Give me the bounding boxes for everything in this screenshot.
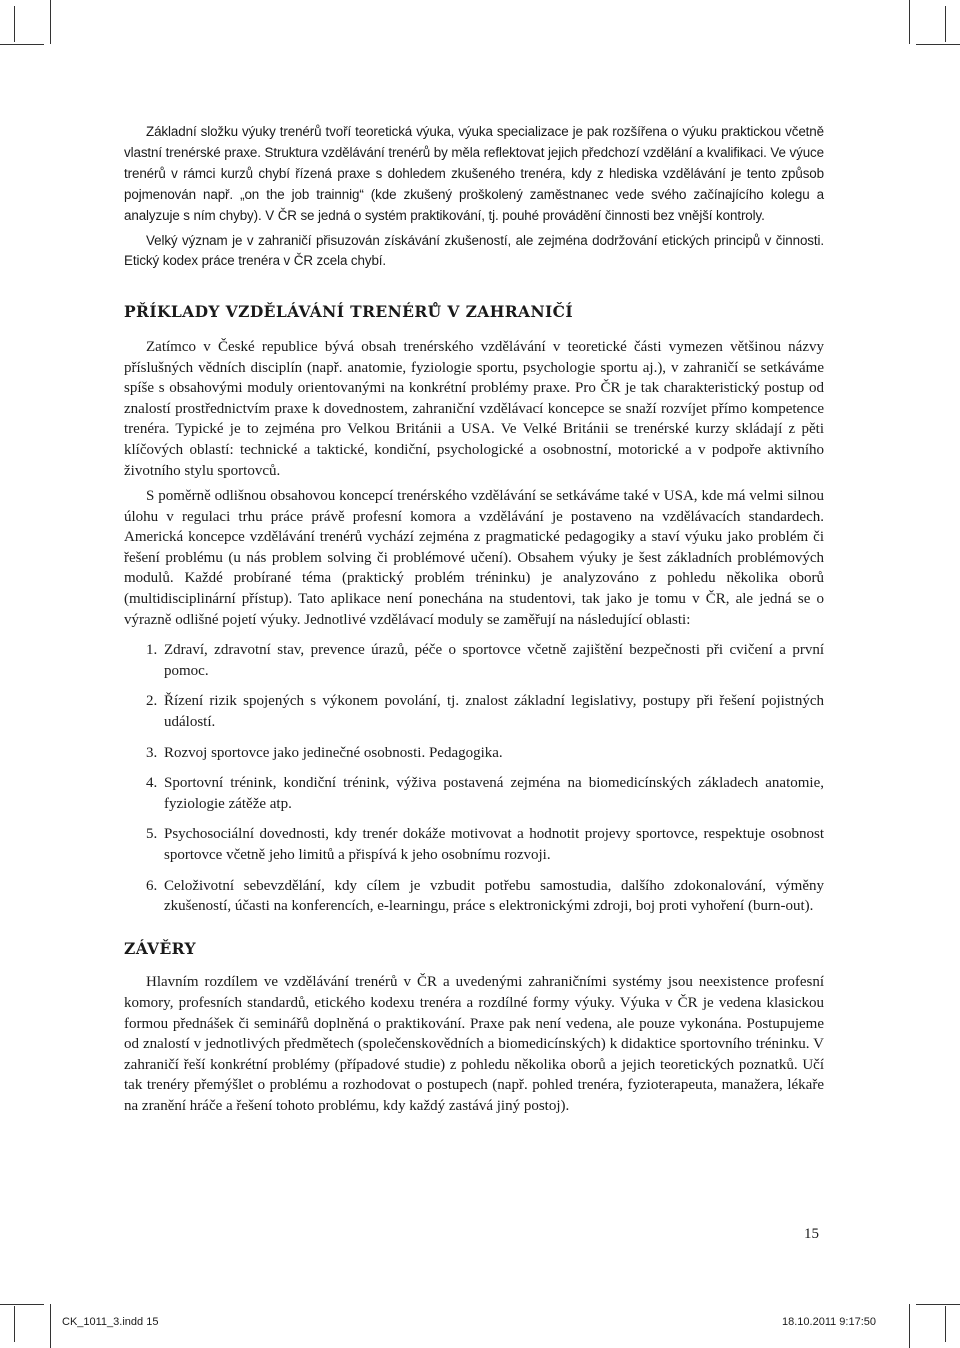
crop-mark (916, 44, 960, 45)
crop-mark (50, 0, 51, 44)
crop-mark (14, 6, 15, 42)
section-heading-conclusions: ZÁVĚRY (124, 938, 196, 958)
intro-paragraph-2: Velký význam je v zahraničí přisuzován získávání zkušeností, ale zejména dodržování etických principů v činnosti. Etický kodex práce trenéra v ČR zcela chybí. (124, 232, 824, 269)
crop-mark (909, 0, 910, 44)
crop-mark (0, 44, 44, 45)
list-item: 6. Celoživotní sebevzdělání, kdy cílem je vzbudit potřebu samostudia, dalšího zdokonalování, výměny zkušeností, účasti na konferencích, e-learningu, práce s elektronickými zdroji, boj proti vyhoření (burn-out). (146, 877, 824, 915)
crop-mark (945, 1306, 946, 1342)
main-text (124, 122, 824, 1117)
crop-mark (945, 6, 946, 42)
footer-datetime: 18.10.2011 9:17:50 (782, 1316, 876, 1328)
footer-file: CK_1011_3.indd 15 (62, 1316, 159, 1328)
abroad-paragraph-1: Zatímco v České republice bývá obsah trenérského vzdělávání v teoretické části vymezen většinou názvy příslušných vědních disciplín (např. anatomie, fyziologie sportu, psychologie sportu aj.), v zahraničí se setkáváme spíše s obsahovými moduly orientovanými na konkrétní problémy praxe. Pro ČR je tak charakteristický postup od znalostí prostřednictvím praxe k dovednostem, zahraniční vzdělávací koncepce se snaží rozvíjet přímo kompetence trenéra. Typické je to zejména pro Velkou Británii a USA. Ve Velké Británii se trenérské kurzy skládají z pěti klíčových oblastí: technické a taktické, kondiční, psychologické a osobnostní, motorické a v podpoře aktivního životního stylu sportovců. (124, 338, 824, 479)
crop-mark (14, 1306, 15, 1342)
crop-mark (0, 1304, 44, 1305)
list-item: 5. Psychosociální dovednosti, kdy trenér dokáže motivovat a hodnotit projevy sportovce, respektuje osobnost sportovce včetně jeho limitů a přispívá k jeho osobnímu rozvoji. (146, 826, 824, 863)
page-number: 15 (804, 1226, 819, 1242)
list-item: 2. Řízení rizik spojených s výkonem povolání, tj. znalost základní legislativy, postupy při řešení pojistných událostí. (146, 693, 824, 731)
section-heading-abroad: PŘÍKLADY VZDĚLÁVÁNÍ TRENÉRŮ V ZAHRANIČÍ (124, 302, 574, 322)
crop-mark (50, 1304, 51, 1348)
abroad-paragraph-2: S poměrně odlišnou obsahovou koncepcí trenérského vzdělávání se setkáváme také v USA, kde má velmi silnou úlohu v regulaci trhu práce právě profesní komora a vzdělávání je postaveno na vzdělávacích standardech. Americká koncepce vzdělávání trenérů vychází zejména z pragmatické pedagogiky a staví výuku jako problém či řešení problému (u nás problem solving či problémové učení). Obsahem výuky je šest základních problémových modulů. Každé probírané téma (praktický problém tréninku) je analyzováno z pohledu několika oborů (multidisciplinární přístup). Tato aplikace není ponechána na studentovi, tak jako je tomu v ČR, ale jedná se o výrazně odlišné pojetí výuky. Jednotlivé vzdělávací moduly se zaměřují na následující oblasti: (124, 488, 824, 628)
list-item: 3. Rozvoj sportovce jako jedinečné osobnosti. Pedagogika. (146, 744, 503, 761)
crop-mark (916, 1304, 960, 1305)
list-item: 1. Zdraví, zdravotní stav, prevence úrazů, péče o sportovce včetně zajištění bezpečnosti při cvičení a první pomoc. (146, 642, 824, 679)
module-list (124, 640, 824, 917)
list-item: 4. Sportovní trénink, kondiční trénink, výživa postavená zejména na biomedicínských základech anatomie, fyziologie zátěže atp. (146, 775, 824, 812)
conclusions-paragraph: Hlavním rozdílem ve vzdělávání trenérů v ČR a uvedenými zahraničními systémy jsou neexistence profesní komory, profesních standardů, etického kodexu trenéra a rozdílné formy výuky. Výuka v ČR je vedena klasickou formou přednášek či seminářů doplněná o praktikování. Praxe pak není vedena, ale pouze vykonána. Postupujeme od znalostí v jednotlivých předmětech (společenskovědních a biomedicínských) k didaktice sportovního tréninku. V zahraničí řeší konkrétní problémy (případové studie) z pohledu několika oborů a jejich teoretických poznatků. Učí tak trenéry přemýšlet o problému a rozhodovat o postupech (např. pohled trenéra, fyzioterapeuta, manažera, lékaře na zranění hráče a řešení tohoto problému, kdy každý zastává jiný postoj). (124, 974, 824, 1114)
intro-paragraph-1: Základní složku výuky trenérů tvoří teoretická výuka, výuka specializace je pak rozšířena o výuku praktickou včetně vlastní trenérské praxe. Struktura vzdělávání trenérů by měla reflektovat jejich předchozí vzdělání a kvalifikaci. Ve výuce trenérů v rámci kurzů chybí řízená praxe s dohledem zkušeného trenéra, kdy z hlediska vzdělávání je tento způsob pojmenován např. „on the job trainnig“ (kde zkušený proškolený zaměstnanec vede svého začínajícího kolegu a analyzuje s ním chyby). V ČR se jedná o systém praktikování, tj. pouhé provádění činnosti bez vnější kontroly. (124, 124, 824, 223)
crop-mark (909, 1304, 910, 1348)
